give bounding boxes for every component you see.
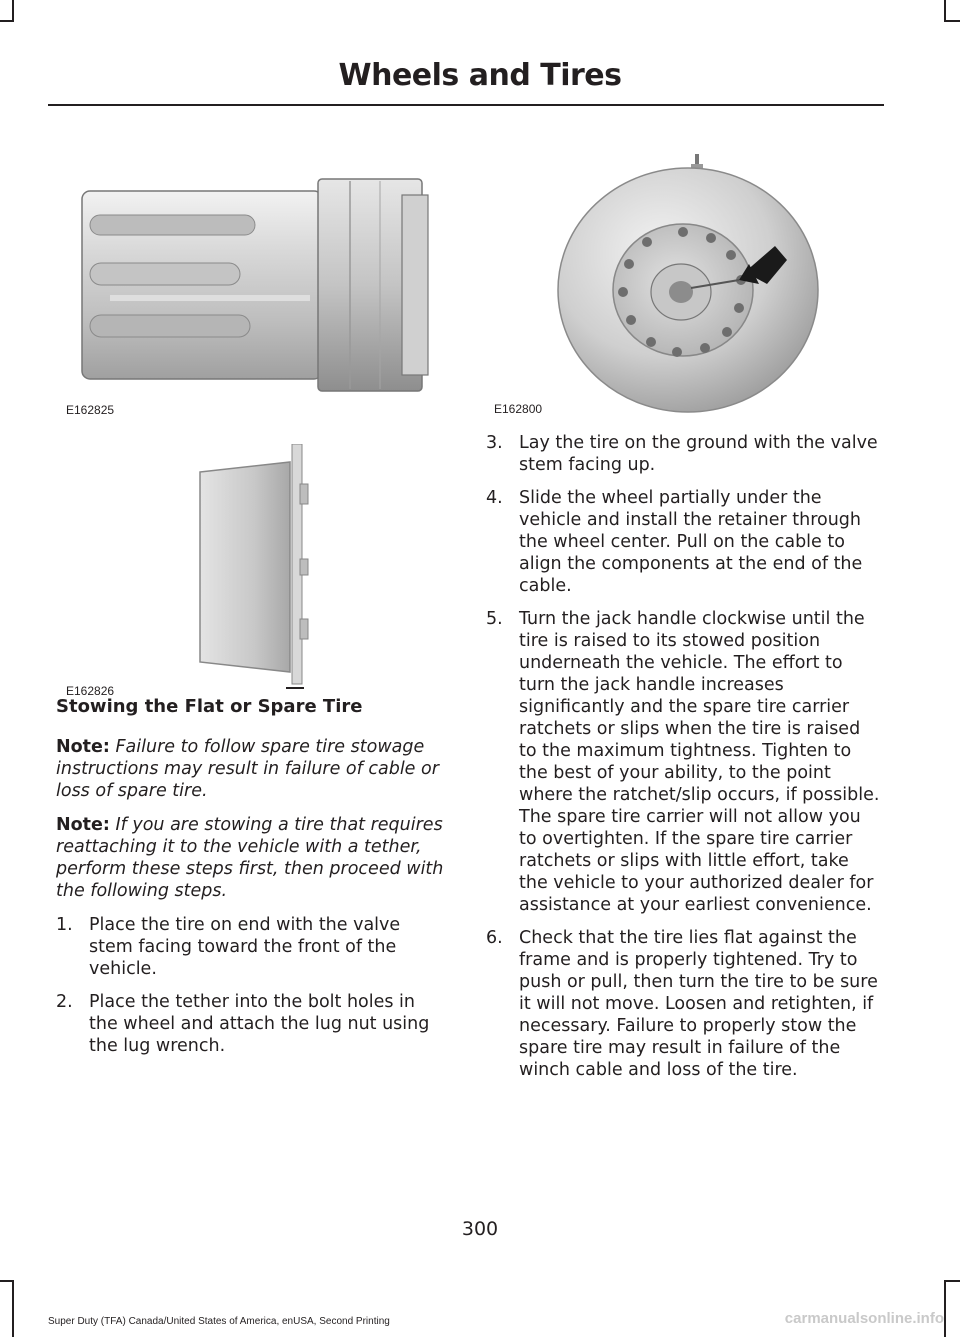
list-item <box>486 432 880 476</box>
figure-code: E162825 <box>66 403 115 417</box>
figure-code: E162800 <box>494 402 543 416</box>
step-number: 6. <box>486 928 503 948</box>
list-item <box>486 608 880 916</box>
section-heading: Stowing the Flat or Spare Tire <box>56 696 363 717</box>
step-text: Check that the tire lies flat against the frame and is properly tightened. Try to push or pull, then turn the tire to be sure it will not move. Loosen and retighten, if necessary. Failure to properly stow the spare tire may result in failure of the winch cable and loss of the tire. <box>519 928 878 1080</box>
step-text: Slide the wheel partially under the vehicle and install the retainer through the wheel center. Pull on the cable to align the components at the end of the cable. <box>519 488 863 596</box>
list-item <box>56 914 448 980</box>
crop-mark <box>0 1280 14 1282</box>
watermark[interactable]: carmanualsonline.info <box>784 1310 944 1327</box>
page-number: 300 <box>461 1218 499 1240</box>
footer-text: Super Duty (TFA) Canada/United States of America, enUSA, Second Printing <box>48 1316 390 1327</box>
right-column <box>486 432 880 1092</box>
header-divider <box>48 104 884 106</box>
step-number: 4. <box>486 488 503 508</box>
note <box>56 736 448 802</box>
list-item <box>56 991 448 1057</box>
page-title: Wheels and Tires <box>338 58 622 93</box>
step-number: 3. <box>486 433 503 453</box>
crop-mark <box>12 0 14 22</box>
step-list <box>486 432 880 1081</box>
note <box>56 814 448 902</box>
step-text: Place the tire on end with the valve stem facing toward the front of the vehicle. <box>89 915 401 979</box>
note-label: Note: <box>56 815 110 835</box>
crop-mark <box>944 20 960 22</box>
step-text: Turn the jack handle clockwise until the tire is raised to its stowed position underneath the vehicle. The effort to turn the jack handle increases significantly and the spare tire carrier ratchets or slips when the tire is raised to the maximum tightness. Tighten to the best of your ability, to the point where the ratchet/slip occurs, if possible. The spare tire carrier will not allow you to overtighten. If the spare tire carrier ratchets or slips with little effort, take the vehicle to your authorized dealer for assistance at your earliest convenience. <box>519 609 880 915</box>
crop-mark <box>944 1280 946 1337</box>
step-list <box>56 914 448 1057</box>
note-text: Failure to follow spare tire stowage instructions may result in failure of cable or loss of spare tire. <box>56 737 439 801</box>
note-label: Note: <box>56 737 110 757</box>
step-number: 2. <box>56 992 73 1012</box>
crop-mark <box>12 1280 14 1337</box>
step-number: 5. <box>486 609 503 629</box>
list-item <box>486 927 880 1081</box>
left-column <box>56 696 448 1068</box>
crop-mark <box>944 1280 960 1282</box>
list-item <box>486 487 880 597</box>
tether-illustration <box>196 444 316 690</box>
step-text: Lay the tire on the ground with the valve stem facing up. <box>519 433 878 475</box>
spare-tire-illustration <box>553 150 823 416</box>
crop-mark <box>0 20 14 22</box>
step-text: Place the tether into the bolt holes in the wheel and attach the lug nut using the lug wrench. <box>89 992 430 1056</box>
step-number: 1. <box>56 915 73 935</box>
crop-mark <box>944 0 946 22</box>
figure-code: E162826 <box>66 684 115 698</box>
note-text: If you are stowing a tire that requires reattaching it to the vehicle with a tether, perform these steps first, then proceed with the following steps. <box>56 815 444 901</box>
lug-nut-illustration <box>80 175 432 395</box>
